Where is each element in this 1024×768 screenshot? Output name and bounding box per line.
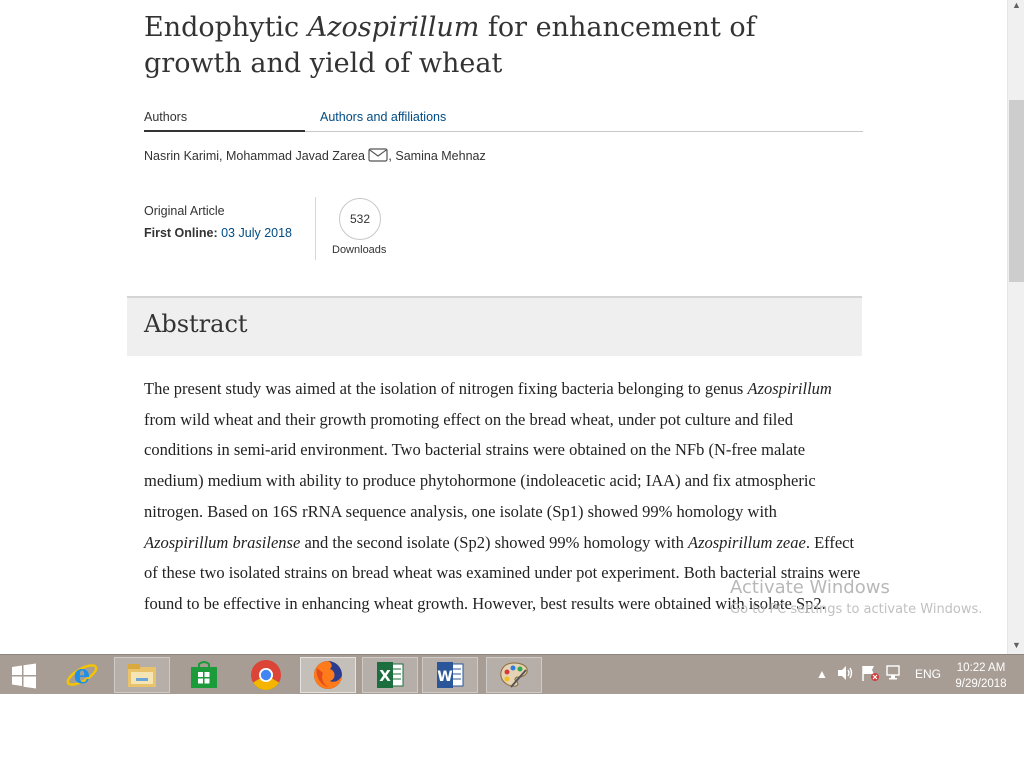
- abstract-segment: from wild wheat and their growth promoting effect on the bread wheat, under pot culture and filed conditions in semi-arid environment. Two bacterial strains were obtained on the NFb (N-free malate medium) medium with ability to produce phytohormone (indoleacetic acid; IAA) and fix atmospheric nitrogen. Based on 16S rRNA sequence analysis, one isolate (Sp1) showed 99% homology with: [144, 409, 816, 521]
- downloads-label: Downloads: [332, 244, 387, 256]
- clock-time: 10:22 AM: [956, 662, 1006, 674]
- windows-taskbar: [0, 654, 1024, 694]
- windows-start-icon[interactable]: [8, 663, 40, 689]
- vertical-scrollbar[interactable]: [1007, 0, 1024, 654]
- tray-up-icon[interactable]: ▲: [816, 667, 828, 681]
- chrome-icon[interactable]: [238, 657, 294, 693]
- article-title: [144, 10, 784, 82]
- excel-icon[interactable]: [362, 657, 418, 693]
- ie-icon[interactable]: [54, 657, 110, 693]
- author-link[interactable]: Nasrin Karimi: [144, 149, 220, 163]
- firefox-icon[interactable]: [300, 657, 356, 693]
- activate-windows-title: Activate Windows: [730, 577, 890, 598]
- first-online-date[interactable]: 03 July 2018: [221, 226, 292, 240]
- store-icon[interactable]: [176, 657, 232, 693]
- downloads-count: 532: [339, 198, 381, 240]
- abstract-segment: The present study was aimed at the isolation of nitrogen fixing bacteria belonging to genus: [144, 379, 748, 398]
- abstract-header: [127, 296, 862, 356]
- title-text-1: Endophytic: [144, 12, 308, 43]
- scroll-up-icon[interactable]: ▲: [1012, 0, 1021, 10]
- first-online-label: First Online:: [144, 226, 218, 240]
- activate-windows-subtitle: Go to PC settings to activate Windows.: [730, 602, 983, 617]
- scroll-down-icon[interactable]: ▼: [1012, 640, 1021, 650]
- tab-authors[interactable]: Authors: [144, 108, 305, 132]
- article-type: Original Article: [144, 204, 225, 218]
- first-online: [144, 222, 292, 244]
- clock-date: 9/29/2018: [955, 678, 1007, 690]
- abstract-italic: Azospirillum: [747, 379, 832, 398]
- author-link[interactable]: Samina Mehnaz: [395, 149, 486, 163]
- paint-icon[interactable]: [486, 657, 542, 693]
- article-meta: [144, 200, 292, 244]
- meta-divider: [315, 197, 316, 260]
- title-italic: Azospirillum: [307, 12, 480, 43]
- svg-text:X: X: [379, 667, 391, 685]
- file-explorer-icon[interactable]: [114, 657, 170, 693]
- abstract-segment: . Effect of these two isolated strains on bread wheat was examined under pot experiment. Both bacterial strains were found to be effective in enhancing wheat growth. However, best results were obtained with isolate Sp2.: [144, 532, 861, 613]
- language-indicator[interactable]: ENG: [915, 667, 942, 681]
- svg-text:e: e: [73, 660, 91, 690]
- author-separator: ,: [219, 149, 223, 163]
- author-tabs: [144, 108, 863, 132]
- blank-area: [0, 694, 1024, 768]
- abstract-italic: Azospirillum zeae: [688, 532, 806, 552]
- taskbar-clock[interactable]: [950, 660, 1012, 692]
- abstract-italic: Azospirillum brasilense: [144, 532, 301, 552]
- tab-authors-affiliations[interactable]: Authors and affiliations: [320, 110, 447, 124]
- mail-icon[interactable]: [368, 148, 388, 162]
- word-icon[interactable]: [422, 657, 478, 693]
- svg-text:W: W: [437, 669, 453, 685]
- author-separator: ,: [388, 149, 392, 163]
- scroll-thumb[interactable]: [1009, 100, 1024, 282]
- abstract-segment: and the second isolate (Sp2) showed 99% homology with: [300, 532, 689, 552]
- title-text-2: for enhancement of growth and yield of wheat: [144, 12, 756, 79]
- author-link[interactable]: Mohammad Javad Zarea: [225, 149, 365, 163]
- author-list: [144, 148, 486, 164]
- abstract-heading: Abstract: [144, 310, 248, 338]
